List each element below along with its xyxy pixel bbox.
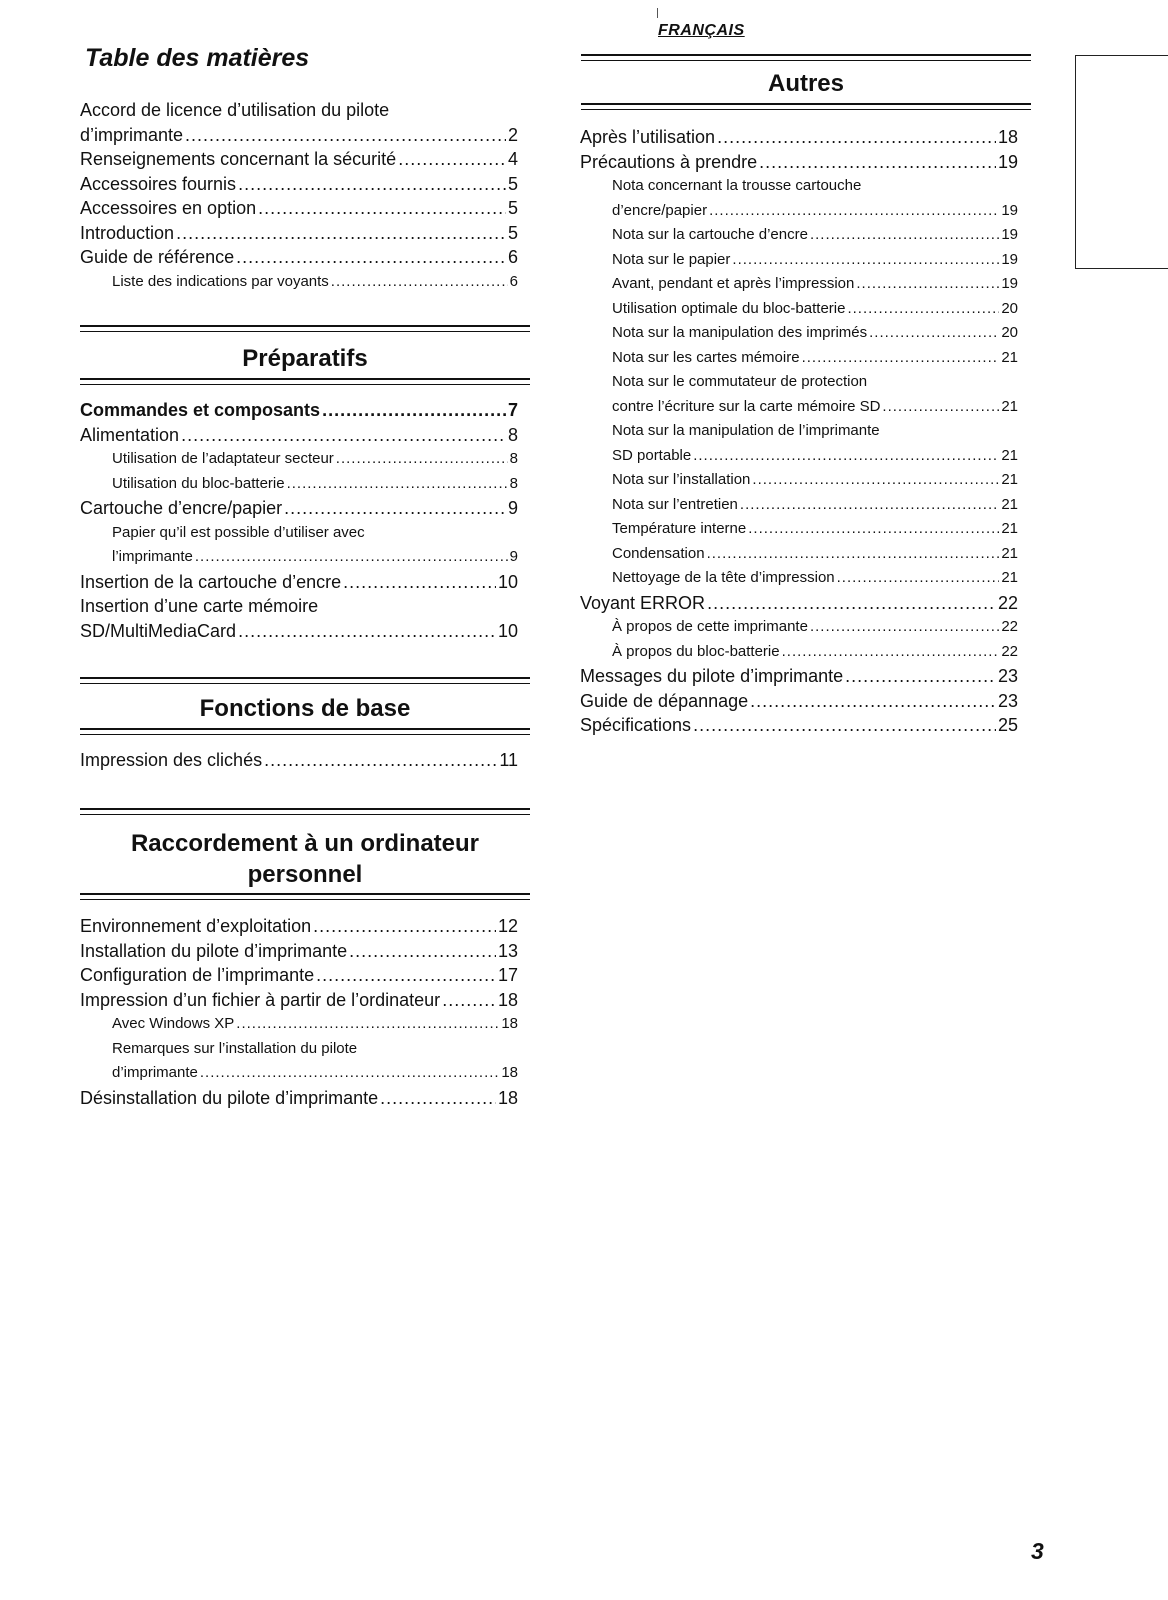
toc-page-number: 21	[1001, 446, 1018, 464]
dot-leader	[176, 221, 506, 246]
section-rule-top	[581, 54, 1031, 56]
toc-page-number: 2	[507, 124, 518, 145]
toc-list-raccordement	[80, 914, 518, 1110]
dot-leader	[845, 664, 996, 689]
toc-entry-title: Voyant ERROR	[580, 592, 706, 613]
toc-page-number: 19	[1001, 275, 1018, 292]
toc-entry	[80, 398, 518, 423]
toc-entry	[80, 172, 518, 197]
toc-entry	[580, 468, 1018, 493]
toc-entry-first-line	[80, 521, 518, 546]
section-rule-top	[80, 808, 530, 810]
section-heading-line2: personnel	[247, 861, 363, 888]
dot-leader	[258, 196, 506, 221]
toc-entry	[80, 1086, 518, 1111]
toc-entry-title: Guide de référence	[80, 247, 235, 267]
toc-page-number: 12	[497, 916, 518, 936]
toc-page-number: 22	[997, 592, 1018, 613]
toc-page-number: 19	[1001, 250, 1018, 268]
toc-entry-title: Avant, pendant et après l’impression	[612, 275, 855, 292]
section-rule-top-thin	[80, 683, 530, 684]
dot-leader	[693, 444, 999, 469]
dot-leader	[752, 468, 999, 493]
toc-page-number: 5	[507, 222, 518, 243]
toc-page-number: 9	[507, 498, 518, 518]
dot-leader	[717, 125, 996, 150]
toc-entry	[80, 123, 518, 148]
toc-entry	[80, 939, 518, 964]
section-heading-raccordement	[80, 828, 530, 890]
section-rule-top-thin	[80, 814, 530, 815]
toc-entry-title: Impression d’un fichier à partir de l’ordinateur	[80, 989, 441, 1010]
toc-entry-title: Messages du pilote d’imprimante	[580, 666, 844, 686]
toc-page-number: 21	[1001, 397, 1018, 415]
toc-entry-title: Nota sur l’entretien	[612, 495, 738, 513]
toc-page-number: 4	[507, 149, 518, 169]
toc-entry-title: Liste des indications par voyants	[112, 272, 329, 290]
toc-page-number: 21	[1001, 520, 1018, 537]
toc-entry-title: Précautions à prendre	[580, 151, 758, 172]
dot-leader	[810, 615, 999, 640]
toc-entry-title: Avec Windows XP	[112, 1015, 235, 1032]
toc-entry-title: Cartouche d’encre/papier	[80, 498, 283, 518]
dot-leader	[759, 150, 996, 175]
toc-page-number: 22	[1001, 642, 1018, 660]
toc-entry	[580, 493, 1018, 518]
toc-entry-title: Utilisation optimale du bloc-batterie	[612, 299, 846, 317]
dot-leader	[236, 1012, 499, 1037]
section-rule-bottom-thin	[80, 899, 530, 900]
toc-entry	[80, 1012, 518, 1037]
dot-leader	[238, 172, 506, 197]
toc-entry-title: Environnement d’exploitation	[80, 916, 312, 936]
toc-entry-title: Température interne	[612, 520, 747, 537]
toc-entry	[580, 615, 1018, 640]
dot-leader	[343, 570, 496, 595]
toc-entry-title: Nota concernant la trousse cartouche	[612, 177, 862, 194]
dot-leader	[349, 939, 496, 964]
dot-leader	[442, 988, 496, 1013]
toc-entry	[580, 566, 1018, 591]
toc-page-number: 11	[499, 750, 518, 770]
dot-leader	[869, 321, 999, 346]
toc-page-number: 10	[497, 571, 518, 592]
toc-entry-title: Condensation	[612, 544, 705, 562]
dot-leader	[709, 199, 999, 224]
language-label: FRANÇAIS	[658, 22, 745, 39]
toc-page-number: 8	[509, 474, 518, 492]
toc-entry-title: d’imprimante	[80, 124, 184, 145]
toc-page-number: 18	[497, 1087, 518, 1108]
toc-entry	[580, 444, 1018, 469]
dot-leader	[284, 496, 506, 521]
toc-entry	[580, 223, 1018, 248]
toc-entry	[580, 346, 1018, 371]
dot-leader	[195, 545, 508, 570]
toc-page-number: 23	[997, 690, 1018, 711]
toc-entry-first-line	[80, 98, 518, 123]
toc-entry-title: Accessoires fournis	[80, 173, 237, 194]
toc-entry-title: Utilisation de l’adaptateur secteur	[112, 450, 334, 467]
toc-entry	[80, 245, 518, 270]
dot-leader	[236, 245, 506, 270]
toc-page-number: 23	[997, 666, 1018, 686]
toc-page-number: 5	[507, 173, 518, 194]
toc-page-number: 18	[501, 1015, 518, 1032]
toc-page-number: 19	[1001, 226, 1018, 243]
toc-entry	[580, 297, 1018, 322]
toc-entry-title: Renseignements concernant la sécurité	[80, 149, 397, 169]
toc-entry	[580, 517, 1018, 542]
page-title: Table des matières	[85, 44, 310, 72]
toc-entry-title: Remarques sur l’installation du pilote	[112, 1039, 358, 1057]
section-rule-bottom	[581, 103, 1031, 105]
toc-entry-title: Papier qu’il est possible d’utiliser avec	[112, 523, 365, 541]
toc-entry-title: Nota sur les cartes mémoire	[612, 348, 800, 366]
toc-page-number: 20	[1001, 324, 1018, 341]
toc-entry	[80, 748, 518, 773]
toc-entry-title: Nota sur le commutateur de protection	[612, 373, 868, 390]
dot-leader	[316, 963, 496, 988]
toc-entry-title: Désinstallation du pilote d’imprimante	[80, 1087, 379, 1108]
toc-page-number: 18	[497, 989, 518, 1010]
toc-page-number: 21	[1001, 348, 1018, 366]
toc-page-number: 22	[1001, 618, 1018, 635]
toc-entry	[80, 545, 518, 570]
toc-entry-first-line	[80, 1037, 518, 1062]
toc-entry	[80, 914, 518, 939]
dot-leader	[732, 248, 999, 273]
toc-entry-title: l’imprimante	[112, 548, 193, 565]
toc-entry-title: contre l’écriture sur la carte mémoire SD	[612, 397, 881, 415]
side-tab-marker	[1075, 55, 1168, 269]
dot-leader	[748, 517, 999, 542]
section-heading-autres: Autres	[767, 70, 845, 97]
section-heading-fonctions: Fonctions de base	[199, 695, 411, 722]
toc-entry	[580, 542, 1018, 567]
dot-leader	[181, 423, 506, 448]
toc-page-number: 18	[997, 127, 1018, 147]
toc-entry	[580, 689, 1018, 714]
section-heading-line1: Raccordement à un ordinateur	[130, 830, 480, 857]
toc-page-number: 21	[1001, 569, 1018, 586]
dot-leader	[693, 713, 996, 738]
toc-page-number: 5	[507, 198, 518, 218]
toc-page-number: 21	[1001, 544, 1018, 562]
toc-page-number: 10	[497, 620, 518, 641]
toc-entry	[580, 150, 1018, 175]
dot-leader	[810, 223, 999, 248]
toc-page-number: 21	[1001, 471, 1018, 488]
dot-leader	[200, 1061, 499, 1086]
section-heading-preparatifs: Préparatifs	[242, 345, 368, 372]
toc-entry-title: Introduction	[80, 222, 175, 243]
dot-leader	[287, 472, 508, 497]
toc-page-number: 17	[497, 965, 518, 985]
dot-leader	[185, 123, 506, 148]
section-rule-top-thin	[581, 60, 1031, 61]
toc-entry-first-line	[80, 594, 518, 619]
toc-entry-title: Nota sur l’installation	[612, 471, 751, 488]
dot-leader	[313, 914, 496, 939]
toc-entry	[80, 447, 518, 472]
toc-entry-title: Alimentation	[80, 424, 180, 445]
dot-leader	[750, 689, 996, 714]
toc-entry	[80, 963, 518, 988]
toc-page-number: 8	[509, 450, 518, 467]
toc-entry-title: Insertion de la cartouche d’encre	[80, 571, 342, 592]
toc-page-number: 8	[507, 424, 518, 445]
toc-entry-title: Accessoires en option	[80, 198, 257, 218]
dot-leader	[707, 591, 996, 616]
toc-entry	[580, 125, 1018, 150]
toc-page-number: 20	[1001, 299, 1018, 317]
section-rule-top-thin	[80, 331, 530, 332]
toc-entry	[80, 270, 518, 295]
dot-leader	[331, 270, 508, 295]
dot-leader	[802, 346, 1000, 371]
toc-page-number: 21	[1001, 495, 1018, 513]
toc-entry-title: Insertion d’une carte mémoire	[80, 596, 319, 616]
toc-entry-title: Guide de dépannage	[580, 690, 749, 711]
toc-list-fonctions	[80, 748, 518, 773]
toc-page-number: 7	[507, 400, 518, 420]
toc-entry-first-line	[580, 174, 1018, 199]
toc-entry	[580, 713, 1018, 738]
dot-leader	[847, 297, 999, 322]
toc-entry	[580, 321, 1018, 346]
toc-entry-title: SD/MultiMediaCard	[80, 620, 237, 641]
toc-entry	[580, 199, 1018, 224]
toc-entry-title: Commandes et composants	[80, 400, 321, 420]
toc-entry-title: Configuration de l’imprimante	[80, 965, 315, 985]
toc-page-number: 19	[997, 151, 1018, 172]
toc-entry	[80, 570, 518, 595]
toc-page-number: 6	[507, 247, 518, 267]
toc-entry-title: Spécifications	[580, 715, 692, 735]
toc-entry	[580, 248, 1018, 273]
section-rule-bottom	[80, 378, 530, 380]
toc-entry-title: Nota sur la manipulation des imprimés	[612, 324, 868, 341]
toc-entry-first-line	[580, 370, 1018, 395]
toc-entry-title: Utilisation du bloc-batterie	[112, 474, 285, 492]
dot-leader	[856, 272, 999, 297]
toc-entry	[80, 496, 518, 521]
section-rule-bottom-thin	[581, 109, 1031, 110]
toc-entry	[80, 221, 518, 246]
toc-entry	[80, 619, 518, 644]
toc-entry-title: Impression des clichés	[80, 750, 263, 770]
toc-entry-title: À propos de cette imprimante	[612, 618, 808, 635]
toc-list-autres	[580, 125, 1018, 738]
toc-entry	[580, 664, 1018, 689]
toc-entry	[580, 272, 1018, 297]
toc-entry	[80, 472, 518, 497]
toc-entry	[80, 1061, 518, 1086]
dot-leader	[707, 542, 1000, 567]
section-rule-top	[80, 325, 530, 327]
dot-leader	[398, 147, 506, 172]
toc-page-number: 13	[497, 940, 518, 961]
toc-entry	[580, 395, 1018, 420]
toc-entry-title: Installation du pilote d’imprimante	[80, 940, 348, 961]
toc-entry	[80, 988, 518, 1013]
section-rule-top	[80, 677, 530, 679]
dot-leader	[336, 447, 508, 472]
toc-entry	[80, 196, 518, 221]
dot-leader	[740, 493, 999, 518]
toc-page-number: 18	[501, 1064, 518, 1081]
toc-entry-title: d’imprimante	[112, 1064, 198, 1081]
dot-leader	[322, 398, 506, 423]
toc-entry-title: d’encre/papier	[612, 201, 708, 219]
toc-entry	[80, 423, 518, 448]
toc-entry-title: Nota sur le papier	[612, 250, 731, 268]
section-rule-bottom	[80, 893, 530, 895]
toc-entry-title: Après l’utilisation	[580, 127, 716, 147]
toc-entry	[80, 147, 518, 172]
toc-page-number: 6	[509, 272, 518, 290]
dot-leader	[882, 395, 999, 420]
toc-list-intro	[80, 98, 518, 294]
toc-entry	[580, 640, 1018, 665]
dot-leader	[238, 619, 496, 644]
toc-entry-title: Nota sur la manipulation de l’imprimante	[612, 422, 880, 439]
section-rule-bottom	[80, 728, 530, 730]
page-number: 3	[1031, 1538, 1044, 1564]
toc-list-preparatifs	[80, 398, 518, 643]
dot-leader	[837, 566, 1000, 591]
toc-entry-title: Nota sur la cartouche d’encre	[612, 226, 808, 243]
toc-entry-title: Accord de licence d’utilisation du pilote	[80, 100, 390, 120]
header-tick-mark	[657, 8, 658, 18]
toc-page-number: 19	[1001, 201, 1018, 219]
section-rule-bottom-thin	[80, 734, 530, 735]
toc-entry-title: À propos du bloc-batterie	[612, 642, 780, 660]
toc-page-number: 9	[509, 548, 518, 565]
toc-page-number: 25	[997, 715, 1018, 735]
dot-leader	[264, 748, 497, 773]
section-rule-bottom-thin	[80, 384, 530, 385]
dot-leader	[380, 1086, 496, 1111]
dot-leader	[782, 640, 1000, 665]
toc-entry	[580, 591, 1018, 616]
toc-entry-first-line	[580, 419, 1018, 444]
toc-entry-title: SD portable	[612, 446, 692, 464]
toc-entry-title: Nettoyage de la tête d’impression	[612, 569, 835, 586]
